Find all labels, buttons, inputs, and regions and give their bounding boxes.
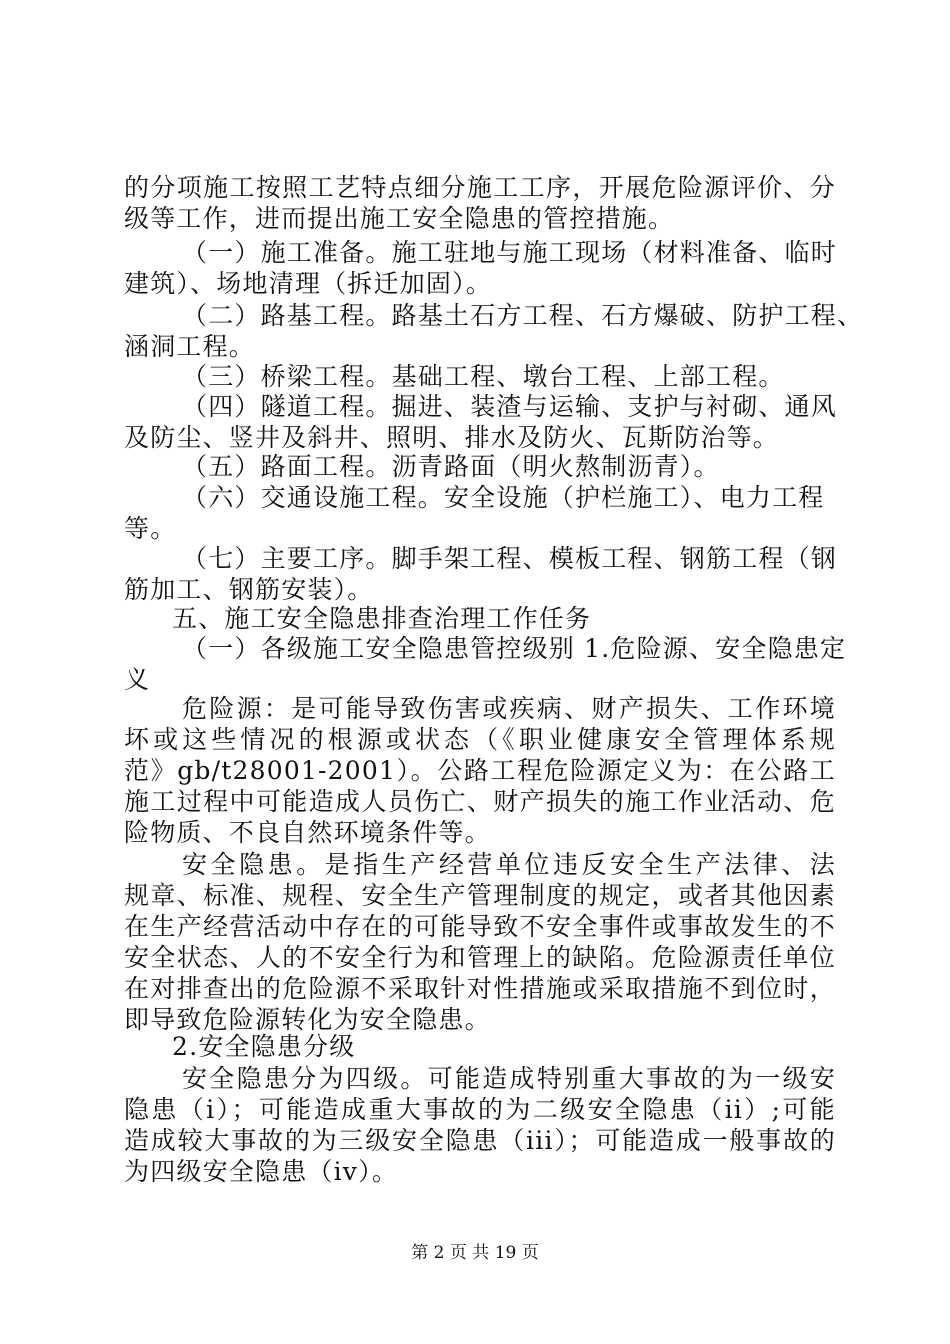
subsection-heading: 义: [124, 665, 151, 694]
subsection-heading: 2.安全隐患分级: [172, 1032, 356, 1061]
subsection-heading: （一）各级施工安全隐患管控级别 1.危险源、安全隐患定: [182, 634, 847, 663]
paragraph-line: 在对排查出的危险源不采取针对性措施或采取措施不到位时，: [124, 974, 836, 1003]
paragraph-line: 安全状态、人的不安全行为和管理上的缺陷。危险源责任单位: [124, 943, 836, 972]
list-item-line: （七）主要工序。脚手架工程、模板工程、钢筋工程（钢: [182, 544, 838, 573]
paragraph-line: 造成较大事故的为三级安全隐患（iii）；可能造成一般事故的: [124, 1126, 836, 1155]
paragraph-line: 安全隐患。是指生产经营单位违反安全生产法律、法: [182, 850, 836, 879]
list-item-line: （四）隧道工程。掘进、装渣与运输、支护与衬砌、通风: [182, 392, 838, 421]
list-item-line: 等。: [124, 514, 177, 543]
list-item-line: 筋加工、钢筋安装）。: [124, 575, 374, 604]
list-item-line: （六）交通设施工程。安全设施（护栏施工）、电力工程: [182, 483, 825, 512]
section-heading: 五、施工安全隐患排查治理工作任务: [172, 604, 592, 633]
list-item-line: （一）施工准备。施工驻地与施工现场（材料准备、临时: [182, 238, 838, 267]
paragraph-line: 施工过程中可能造成人员伤亡、财产损失的施工作业活动、危: [124, 787, 836, 816]
list-item-line: （二）路基工程。路基土石方工程、石方爆破、防护工程、: [182, 301, 864, 330]
list-item-line: 及防尘、竖井及斜井、照明、排水及防火、瓦斯防治等。: [124, 423, 780, 452]
paragraph-line: 隐患（i）；可能造成重大事故的为二级安全隐患（ii）;可能: [124, 1095, 836, 1124]
paragraph-line: 坏或这些情况的根源或状态（《职业健康安全管理体系规: [124, 725, 836, 754]
paragraph-line: 级等工作，进而提出施工安全隐患的管控措施。: [124, 204, 675, 233]
paragraph-line: 安全隐患分为四级。可能造成特别重大事故的为一级安: [182, 1064, 836, 1093]
list-item-line: 涵洞工程。: [124, 332, 256, 361]
paragraph-line: 在生产经营活动中存在的可能导致不安全事件或事故发生的不: [124, 912, 836, 941]
paragraph-line: 规章、标准、规程、安全生产管理制度的规定，或者其他因素: [124, 881, 836, 910]
paragraph-line: 的分项施工按照工艺特点细分施工工序，开展危险源评价、分: [124, 173, 836, 202]
list-item-line: （五）路面工程。沥青路面（明火熬制沥青）。: [182, 452, 720, 481]
list-item-line: 建筑）、场地清理（拆迁加固）。: [124, 269, 493, 298]
paragraph-line: 险物质、不良自然环境条件等。: [124, 818, 491, 847]
list-item-line: （三）桥梁工程。基础工程、墩台工程、上部工程。: [182, 362, 785, 391]
paragraph-line: 危险源：是可能导致伤害或疾病、财产损失、工作环境: [182, 694, 836, 723]
paragraph-line: 即导致危险源转化为安全隐患。: [124, 1005, 491, 1034]
paragraph-line: 范》gb/t28001-2001）。公路工程危险源定义为：在公路工: [124, 756, 836, 785]
page-number-footer: 第 2 页 共 19 页: [411, 1243, 539, 1263]
paragraph-line: 为四级安全隐患（iv）。: [124, 1157, 399, 1186]
